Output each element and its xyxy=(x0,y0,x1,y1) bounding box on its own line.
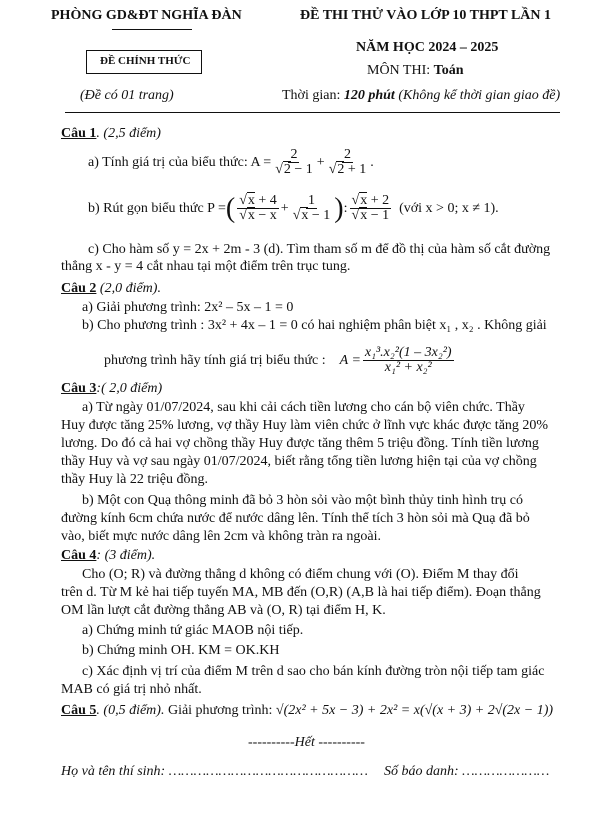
frac-a2: 2 √ 2 + 1 xyxy=(327,148,369,177)
official-label: ĐỀ CHÍNH THỨC xyxy=(100,55,191,67)
q3-a-line: a) Từ ngày 01/07/2024, sau khi cải cách tiền lương cho cán bộ viên chức. Thầy xyxy=(82,400,525,415)
q4-c-line1: c) Xác định vị trí của điểm M trên d sao cho bán kính đường tròn nội tiếp tam giác xyxy=(82,664,545,679)
q1-c-line1: c) Cho hàm số y = 2x + 2m - 3 (d). Tìm tham số m để đồ thị của hàm số cắt đường xyxy=(88,242,551,257)
q1-heading: Câu 1. (2,5 điểm) xyxy=(61,126,161,141)
q3-heading: Câu 3:( 2,0 điểm) xyxy=(61,381,163,396)
q3-b-line: đường kính 6cm chứa nước để nước dâng lên. Tính thể tích 3 hòn sỏi mà Quạ đã bỏ xyxy=(61,511,530,526)
q5-equation: √(2x² + 5x − 3) + 2x² = x(√(x + 3) + 2√(2x − 1)) xyxy=(275,703,554,718)
office-name: PHÒNG GD&ĐT NGHĨA ĐÀN xyxy=(51,8,242,23)
time-line: Thời gian: 120 phút (Không kể thời gian giao đề) xyxy=(282,88,561,103)
q3-a-line: Huy được tăng 25% lương, vợ thầy Huy làm viên chức ở lĩnh vực khác được tăng 20% xyxy=(61,418,549,433)
q1-c-line2: thẳng x - y = 4 cắt nhau tại một điểm trên trục tung. xyxy=(61,259,351,274)
q3-b-line: b) Một con Quạ thông minh đã bỏ 3 hòn sỏi vào một bình thủy tinh hình trụ có xyxy=(82,493,523,508)
q2-a: a) Giải phương trình: 2x² – 5x – 1 = 0 xyxy=(82,300,294,315)
q4-c-line2: MAB có giá trị nhỏ nhất. xyxy=(61,682,202,697)
q4-intro-line: OM lần lượt cắt đường thẳng AB và (O, R) tại điểm H, K. xyxy=(61,603,386,618)
subject-line: MÔN THI: Toán xyxy=(367,63,464,78)
q3-a-line: thầy Huy và vợ sau ngày 01/07/2024, biết rằng tổng tiền lương hiện tại của vợ chồng xyxy=(61,454,537,469)
q1-b: b) Rút gọn biểu thức P = ( √ x + 4 √ x − x + 1 √ x − 1 ) : √ x + 2 √ x − 1 (với x > 0; x ≠ 1). xyxy=(88,194,499,223)
frac-b1: √ x + 4 √ x − x xyxy=(237,194,279,223)
q3-a-line: lương. Do đó cả hai vợ chồng thầy Huy được tăng thêm 5 triệu đồng. Tính tiền lương xyxy=(61,436,539,451)
q4-heading: Câu 4: (3 điểm). xyxy=(61,548,156,563)
q2-b-line2: phương trình hãy tính giá trị biểu thức : A = $\frac{\text{x₁³.x₂²(1 – 3x₂²)}}{\text{x₁² + x₂²}}$ xyxy=(104,345,452,375)
q4-intro-line: Cho (O; R) và đường thẳng d không có điểm chung với (O). Điểm M thay đổi xyxy=(82,567,519,582)
q2-heading: Câu 2 (2,0 điểm). xyxy=(61,281,161,296)
q5: Câu 5. (0,5 điểm). Giải phương trình: √(2x² + 5x − 3) + 2x² = x(√(x + 3) + 2√(2x − 1)) xyxy=(61,703,554,718)
frac-b3: √ x + 2 √ x − 1 xyxy=(350,194,392,223)
q4-a: a) Chứng minh tứ giác MAOB nội tiếp. xyxy=(82,623,304,638)
school-year: NĂM HỌC 2024 – 2025 xyxy=(356,40,499,55)
end-mark: ----------Hết ---------- xyxy=(248,735,365,750)
q4-intro-line: trên d. Từ M kẻ hai tiếp tuyến MA, MB đến (O,R) (A,B là hai tiếp điểm). Đoạn thẳng xyxy=(61,585,541,600)
q3-b-line: vào, biết mực nước dâng lên 2cm và không tràn ra ngoài. xyxy=(61,529,381,544)
pages-note: (Đề có 01 trang) xyxy=(80,88,174,103)
q2-b-line1: b) Cho phương trình : 3x² + 4x – 1 = 0 có hai nghiệm phân biệt x₁ , x₂ . Không giải xyxy=(82,318,547,333)
candidate-id-line: Số báo danh: ………………… xyxy=(384,764,550,779)
header-underline xyxy=(112,29,192,30)
q4-b: b) Chứng minh OH. KM = OK.KH xyxy=(82,643,280,658)
frac-a1: 2 √ 2 − 1 xyxy=(273,148,315,177)
frac-b2: 1 √ x − 1 xyxy=(291,194,333,223)
header-divider xyxy=(65,112,560,113)
q3-a-line: thầy Huy là 22 triệu đồng. xyxy=(61,472,208,487)
exam-title: ĐỀ THI THỬ VÀO LỚP 10 THPT LẦN 1 xyxy=(300,8,552,23)
q1-a: a) Tính giá trị của biểu thức: A = 2 √ 2 − 1 + 2 √ 2 + 1 . xyxy=(88,148,374,177)
candidate-name-line: Họ và tên thí sinh: ………………………………………… xyxy=(61,764,368,779)
q2-expression: $\frac{\text{x₁³.x₂²(1 – 3x₂²)}}{\text{x₁² + x₂²}}$ xyxy=(364,345,452,375)
